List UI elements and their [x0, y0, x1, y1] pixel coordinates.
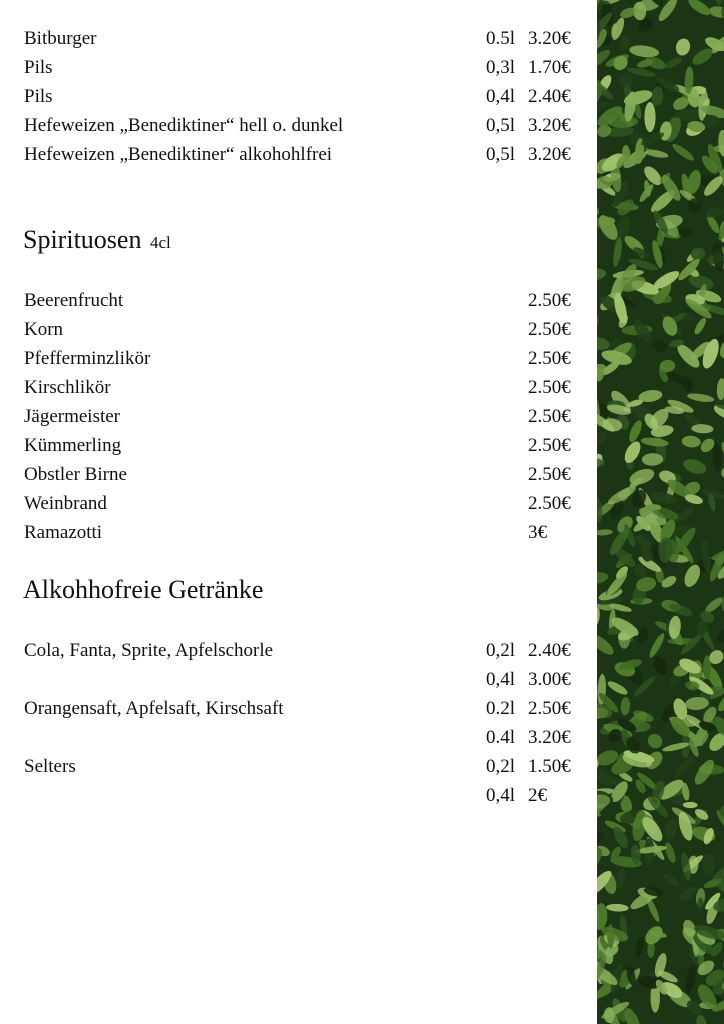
item-name: Orangensaft, Apfelsaft, Kirschsaft	[24, 698, 284, 719]
leaf	[606, 903, 629, 912]
item-price: 3.00€	[528, 669, 571, 690]
menu-item-beer	[24, 142, 584, 168]
leaf	[687, 392, 715, 404]
menu-item-beer	[24, 55, 584, 81]
item-price: 2.50€	[528, 290, 571, 311]
item-volume: 0.2l	[486, 698, 516, 719]
leaf	[695, 1014, 708, 1024]
item-name: Korn	[24, 319, 64, 340]
item-name: Hefeweizen „Benediktiner“ alkohohlfrei	[24, 144, 333, 165]
leaf	[714, 623, 724, 646]
item-price: 2.50€	[528, 377, 571, 398]
leaf	[674, 37, 692, 57]
leaf	[681, 435, 701, 449]
leaf	[663, 841, 678, 864]
leaf	[606, 679, 629, 697]
leaf	[718, 130, 724, 157]
leaf	[597, 632, 617, 658]
item-volume: 0,5l	[486, 115, 516, 136]
item-volume: 0,2l	[486, 756, 516, 777]
item-volume: 0.4l	[486, 727, 516, 748]
menu-item-spirit	[24, 317, 584, 343]
item-price: 2.50€	[528, 464, 571, 485]
item-price: 2.50€	[528, 435, 571, 456]
leaf	[715, 0, 723, 5]
leaf	[663, 817, 679, 841]
section-heading-softdrinks	[23, 574, 263, 606]
section-title: Spirituosen	[23, 225, 142, 254]
item-price: 2.50€	[528, 348, 571, 369]
item-volume: 0,4l	[486, 669, 516, 690]
leaf	[676, 884, 698, 904]
leaf	[629, 44, 660, 59]
leaf	[597, 267, 607, 282]
item-volume: 0,4l	[486, 86, 516, 107]
item-price: 3.20€	[528, 727, 571, 748]
item-volume: 0,4l	[486, 785, 516, 806]
leaf	[597, 529, 613, 536]
menu-item-spirit	[24, 462, 584, 488]
leaf	[692, 316, 708, 336]
leaf	[662, 872, 682, 889]
menu-item-softdrink	[24, 696, 584, 722]
leaf	[647, 632, 667, 660]
menu-item-spirit	[24, 433, 584, 459]
item-name: Beerenfrucht	[24, 290, 124, 311]
section-heading-spirits	[23, 224, 171, 259]
menu-item-beer	[24, 113, 584, 139]
menu-item-spirit	[24, 375, 584, 401]
item-name: Hefeweizen „Benediktiner“ hell o. dunkel	[24, 115, 344, 136]
leaf	[597, 427, 610, 454]
leaf	[615, 868, 627, 890]
leaf	[636, 625, 650, 645]
leaf	[663, 55, 683, 70]
item-volume: 0,5l	[486, 144, 516, 165]
item-volume: 0,2l	[486, 640, 516, 661]
menu-item-spirit	[24, 491, 584, 517]
menu-item-softdrink	[24, 783, 584, 809]
item-name: Bitburger	[24, 28, 97, 49]
item-name: Jägermeister	[24, 406, 121, 427]
leaf	[665, 369, 697, 389]
leaf	[681, 456, 708, 476]
menu-item-softdrink	[24, 638, 584, 664]
leaf	[619, 34, 630, 51]
section-title: Alkohhofreie Getränke	[23, 575, 264, 604]
item-name: Pfefferminzlikör	[24, 348, 151, 369]
leaf	[597, 191, 601, 216]
item-price: 2.40€	[528, 640, 571, 661]
leaf	[670, 142, 696, 163]
item-name: Kirschlikör	[24, 377, 111, 398]
item-price: 2.50€	[528, 493, 571, 514]
menu-item-spirit	[24, 288, 584, 314]
item-price: 3€	[528, 522, 547, 543]
leaf-pattern	[597, 0, 724, 1024]
menu-item-beer	[24, 84, 584, 110]
leaf	[597, 570, 609, 586]
item-volume: 0,3l	[486, 57, 516, 78]
leaf	[597, 309, 602, 330]
item-price: 3.20€	[528, 115, 571, 136]
menu-item-spirit	[24, 520, 584, 546]
item-price: 3.20€	[528, 28, 571, 49]
item-name: Ramazotti	[24, 522, 103, 543]
menu-item-softdrink	[24, 667, 584, 693]
item-name: Pils	[24, 57, 53, 78]
leaf	[650, 337, 669, 355]
menu-item-spirit	[24, 404, 584, 430]
item-price: 1.70€	[528, 57, 571, 78]
leaf	[697, 898, 703, 914]
leaf	[651, 654, 669, 677]
leaf	[634, 936, 646, 958]
leaf	[683, 965, 697, 995]
menu-item-softdrink	[24, 754, 584, 780]
item-name: Selters	[24, 756, 76, 777]
foliage-image	[597, 0, 724, 1024]
leaf	[644, 102, 655, 132]
item-volume: 0.5l	[486, 28, 516, 49]
section-subtitle: 4cl	[149, 233, 171, 252]
leaf	[597, 335, 611, 351]
leaf	[645, 731, 665, 751]
item-price: 1.50€	[528, 756, 571, 777]
leaf	[620, 697, 630, 716]
menu-item-softdrink	[24, 725, 584, 751]
leaf	[640, 436, 669, 448]
leaf	[672, 755, 695, 780]
item-price: 2.50€	[528, 319, 571, 340]
item-price: 2.50€	[528, 406, 571, 427]
item-price: 2.40€	[528, 86, 571, 107]
leaf	[716, 378, 724, 400]
leaf	[683, 802, 698, 808]
leaf	[686, 0, 713, 18]
item-name: Kümmerling	[24, 435, 122, 456]
item-name: Pils	[24, 86, 53, 107]
item-name: Cola, Fanta, Sprite, Apfelschorle	[24, 640, 274, 661]
item-name: Weinbrand	[24, 493, 107, 514]
item-price: 2€	[528, 785, 547, 806]
item-price: 3.20€	[528, 144, 571, 165]
menu-item-beer	[24, 26, 584, 52]
menu-item-spirit	[24, 346, 584, 372]
leaf	[702, 854, 716, 877]
item-price: 2.50€	[528, 698, 571, 719]
leaf	[617, 71, 637, 91]
leaf	[690, 45, 716, 68]
item-name: Obstler Birne	[24, 464, 127, 485]
